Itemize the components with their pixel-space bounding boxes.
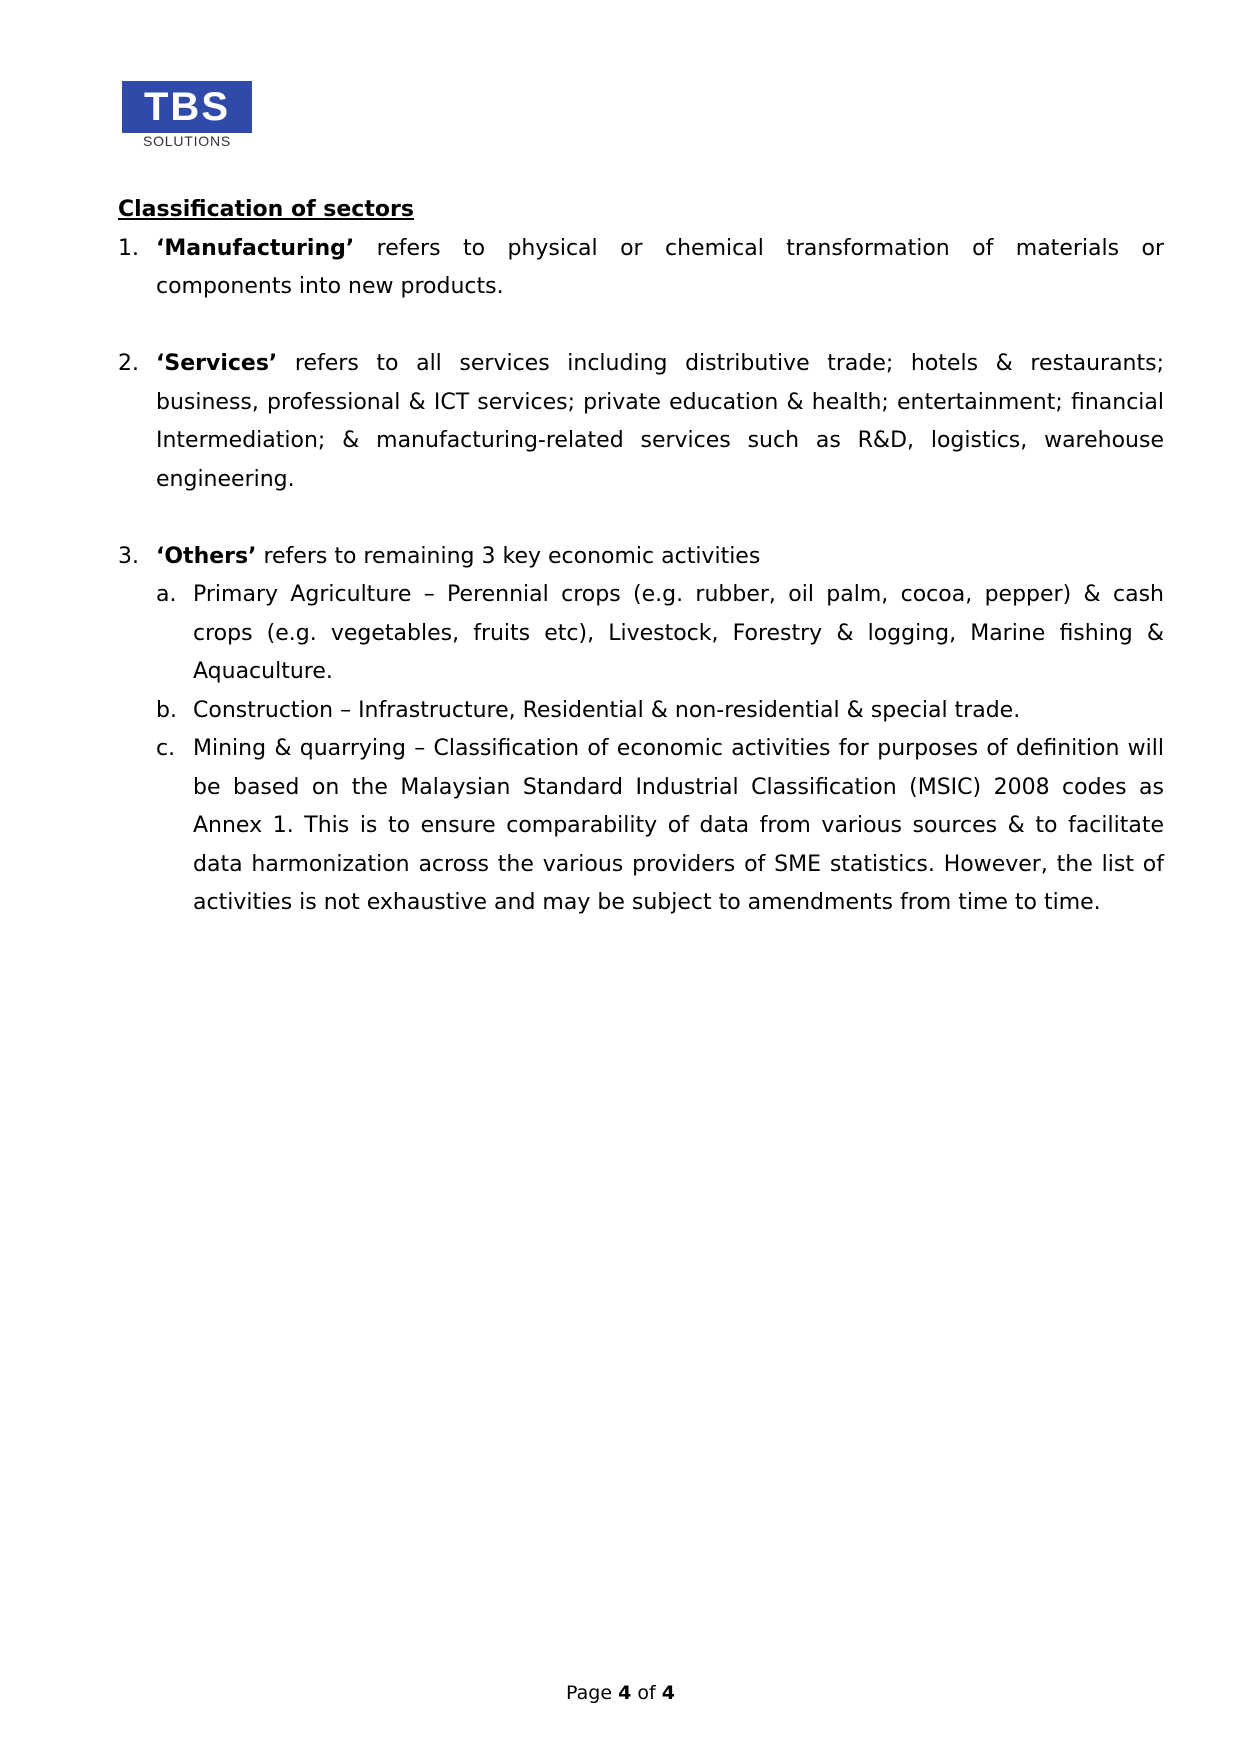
sublist-item (118, 730, 1164, 923)
term-definition: refers to all services including distributive trade; hotels & restaurants; business, professional & ICT services; private education & health; entertainment; financial Intermediation; & manufacturing-related services such as R&D, logistics, warehouse engineering. (156, 351, 1164, 492)
list-item-services (118, 345, 1164, 499)
sublist-item (118, 576, 1164, 692)
page-of-label: of (637, 1682, 656, 1704)
list-number: 1. (118, 235, 139, 261)
page-current: 4 (618, 1682, 632, 1704)
section-heading: Classification of sectors (118, 197, 414, 222)
list-item-manufacturing (118, 230, 1164, 307)
list-item-others (118, 538, 1164, 577)
logo-subtitle: SOLUTIONS (142, 133, 232, 149)
sublist-text: Primary Agriculture – Perennial crops (e.g. rubber, oil palm, cocoa, pepper) & cash crops (e.g. vegetables, fruits etc), Livestock, Forestry & logging, Marine fishing & Aquaculture. (193, 582, 1164, 684)
term-label: ‘Others’ (156, 543, 257, 569)
logo-letters: TBS (144, 85, 230, 129)
term-definition: refers to physical or chemical transformation of materials or components into new products. (156, 235, 1164, 299)
term-label: ‘Manufacturing’ (156, 235, 355, 261)
sublist-letter: b. (156, 697, 177, 723)
list-number: 3. (118, 543, 139, 569)
sublist-letter: c. (156, 736, 176, 761)
list-number: 2. (118, 351, 139, 376)
sublist-text: Construction – Infrastructure, Residential & non-residential & special trade. (193, 697, 1021, 723)
term-label: ‘Services’ (156, 351, 278, 376)
page-label: Page (566, 1682, 613, 1704)
document-body (118, 191, 1164, 923)
company-logo (122, 81, 252, 151)
page-footer (0, 1680, 1241, 1706)
sublist-text: Mining & quarrying – Classification of economic activities for purposes of definition will be based on the Malaysian Standard Industrial Classification (MSIC) 2008 codes as Annex 1. This is to ensure comparability of data from various sources & to facilitate data harmonization across the various providers of SME statistics. However, the list of activities is not exhaustive and may be subject to amendments from time to time. (193, 736, 1164, 915)
sublist-letter: a. (156, 582, 177, 607)
term-definition: refers to remaining 3 key economic activities (256, 543, 761, 569)
page-total: 4 (661, 1682, 675, 1704)
sublist-item (118, 692, 1164, 731)
